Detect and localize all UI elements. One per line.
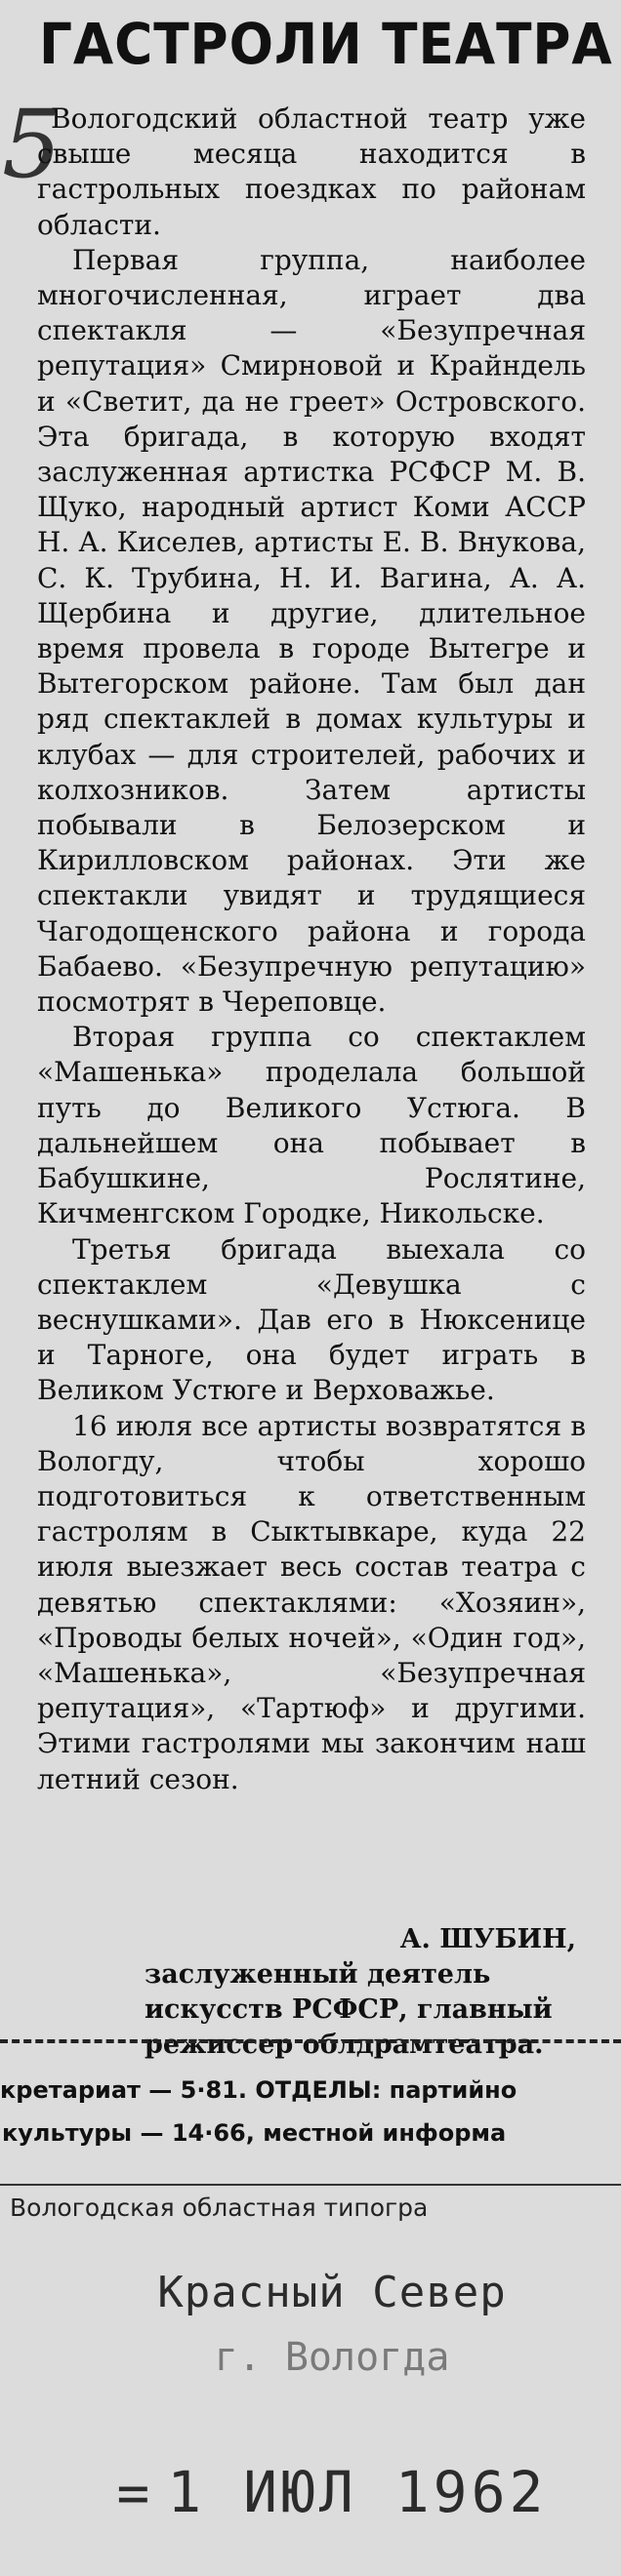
author-name: А. ШУБИН, <box>399 1924 576 1954</box>
dashed-divider <box>0 2039 621 2057</box>
article-title: ГАСТРОЛИ ТЕАТРА <box>39 11 613 77</box>
stamp-date-prefix: = <box>116 2462 154 2525</box>
article-paragraph: Вологодский областной театр уже свыше месяца находится в гастрольных поездках по районам области. <box>37 102 586 241</box>
contacts-line: культуры — 14·66, местной информа <box>2 2119 507 2147</box>
article-body <box>37 101 586 1797</box>
editorial-contacts <box>0 2069 621 2154</box>
divider-line <box>0 2184 621 2186</box>
article-paragraph: Третья бригада выехала со спектаклем «Девушка с веснушками». Дав его в Нюксенице и Тарноге, она будет играть в Великом Устюге и Верховажье. <box>37 1232 586 1407</box>
printer-name: Вологодская областная типогра <box>10 2194 429 2222</box>
article-paragraph: 16 июля все артисты возвратятся в Вологду, чтобы хорошо подготовиться к ответственным гастролям в Сыктывкаре, куда 22 июля выезжает весь состав театра с девятью спектаклями: «Хозяин», «Проводы белых ночей», «Один год», «Машенька», «Безупречная репутация», «Тартюф» и другими. Этими гастролями мы закончим наш летний сезон. <box>37 1409 586 1795</box>
stamp-date: 1 ИЮЛ 1962 <box>167 2459 548 2525</box>
contacts-line: кретариат — 5·81. ОТДЕЛЫ: партийно <box>0 2076 518 2104</box>
article-paragraph: Вторая группа со спектаклем «Машенька» проделала большой путь до Великого Устюга. В дальнейшем она побывает в Бабушкине, Рослятине, Кичменгском Городке, Никольске. <box>37 1021 586 1230</box>
article-paragraph: Первая группа, наиболее многочисленная, играет два спектакля — «Безупречная репутация» Смирновой и Крайндель и «Светит, да не греет» Островского. Эта бригада, в которую входят заслуженная артистка РСФСР М. В. Щуко, народный артист Коми АССР Н. А. Киселев, артисты Е. В. Внукова, С. К. Трубина, Н. И. Вагина, А. А. Щербина и другие, длительное время провела в городе Вытегре и Вытегорском районе. Там был дан ряд спектаклей в домах культуры и клубах — для строителей, рабочих и колхозников. Затем артисты побывали в Белозерском и Кирилловском районах. Эти же спектакли увидят и трудящиеся Чагодощенского района и города Бабаево. «Безупречную репутацию» посмотрят в Череповце. <box>37 243 586 1019</box>
stamp-date-line <box>78 2453 586 2533</box>
stamp-newspaper-name: Красный Север <box>157 2268 507 2317</box>
author-role: заслуженный деятель искусств РСФСР, главный режиссер облдрамтеатра. <box>145 1959 553 2060</box>
library-stamp <box>78 2264 586 2533</box>
handwritten-number: 5 <box>2 90 62 199</box>
stamp-city: г. Вологда <box>214 2335 450 2380</box>
